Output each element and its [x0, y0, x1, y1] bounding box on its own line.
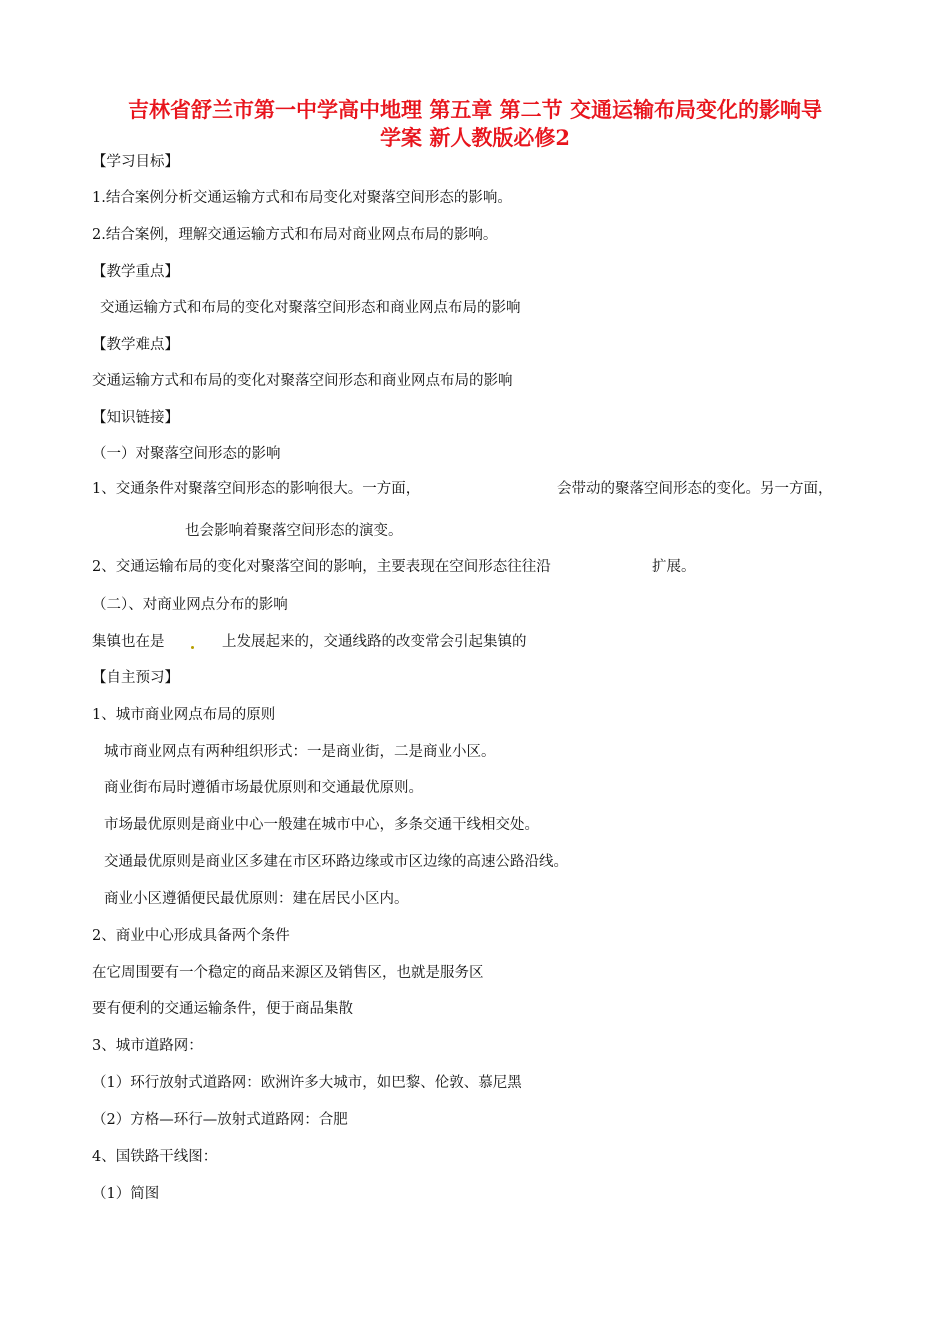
knowledge-3-part-a: 集镇也在是	[92, 634, 165, 650]
knowledge-1-part-a: 1、交通条件对聚落空间形态的影响很大。一方面，	[92, 481, 421, 497]
knowledge-1-part-c: 也会影响着聚落空间形态的演变。	[185, 523, 403, 539]
preview-1-line-a: 城市商业网点有两种组织形式：一是商业街，二是商业小区。	[104, 744, 496, 760]
preview-4-title: 4、国铁路干线图：	[92, 1149, 218, 1165]
preview-1-line-d: 交通最优原则是商业区多建在市区环路边缘或市区边缘的高速公路沿线。	[104, 854, 568, 870]
blank-mark	[191, 646, 194, 649]
preview-1-line-e: 商业小区遵循便民最优原则：建在居民小区内。	[104, 891, 409, 907]
preview-1-line-b: 商业街布局时遵循市场最优原则和交通最优原则。	[104, 780, 423, 796]
preview-3-line-b: （2）方格—环行—放射式道路网：合肥	[92, 1112, 348, 1128]
knowledge-2-part-a: 2、交通运输布局的变化对聚落空间的影响，主要表现在空间形态往往沿	[92, 559, 551, 575]
goal-1: 1.结合案例分析交通运输方式和布局变化对聚落空间形态的影响。	[92, 190, 512, 206]
preview-4-line-a: （1）简图	[92, 1186, 160, 1202]
key-points-text: 交通运输方式和布局的变化对聚落空间形态和商业网点布局的影响	[100, 300, 521, 316]
goal-2: 2.结合案例，理解交通运输方式和布局对商业网点布局的影响。	[92, 227, 498, 243]
heading-key-points: 【教学重点】	[92, 264, 179, 280]
heading-knowledge-link: 【知识链接】	[92, 410, 179, 426]
preview-2-line-a: 在它周围要有一个稳定的商品来源区及销售区，也就是服务区	[92, 965, 484, 981]
knowledge-3-part-b: 上发展起来的，交通线路的改变常会引起集镇的	[222, 634, 527, 650]
preview-1-line-c: 市场最优原则是商业中心一般建在城市中心，多条交通干线相交处。	[104, 817, 539, 833]
preview-1-title: 1、城市商业网点布局的原则	[92, 707, 276, 723]
knowledge-2-part-b: 扩展。	[652, 559, 696, 575]
heading-learning-goals: 【学习目标】	[92, 154, 179, 170]
knowledge-1-part-b: 会带动的聚落空间形态的变化。另一方面，	[557, 481, 833, 497]
subheading-settlement: （一）对聚落空间形态的影响	[92, 446, 281, 462]
title-line-2: 学案 新人教版必修2	[380, 125, 570, 150]
document-title	[80, 96, 870, 152]
heading-self-preview: 【自主预习】	[92, 670, 179, 686]
heading-difficult-points: 【教学难点】	[92, 337, 179, 353]
preview-3-title: 3、城市道路网：	[92, 1038, 203, 1054]
difficult-points-text: 交通运输方式和布局的变化对聚落空间形态和商业网点布局的影响	[92, 373, 513, 389]
preview-2-line-b: 要有便利的交通运输条件，便于商品集散	[92, 1001, 353, 1017]
subheading-commerce: （二）、对商业网点分布的影响	[92, 597, 288, 613]
preview-2-title: 2、商业中心形成具备两个条件	[92, 928, 290, 944]
title-line-1: 吉林省舒兰市第一中学高中地理 第五章 第二节 交通运输布局变化的影响导	[128, 97, 822, 122]
preview-3-line-a: （1）环行放射式道路网：欧洲许多大城市，如巴黎、伦敦、慕尼黑	[92, 1075, 522, 1091]
